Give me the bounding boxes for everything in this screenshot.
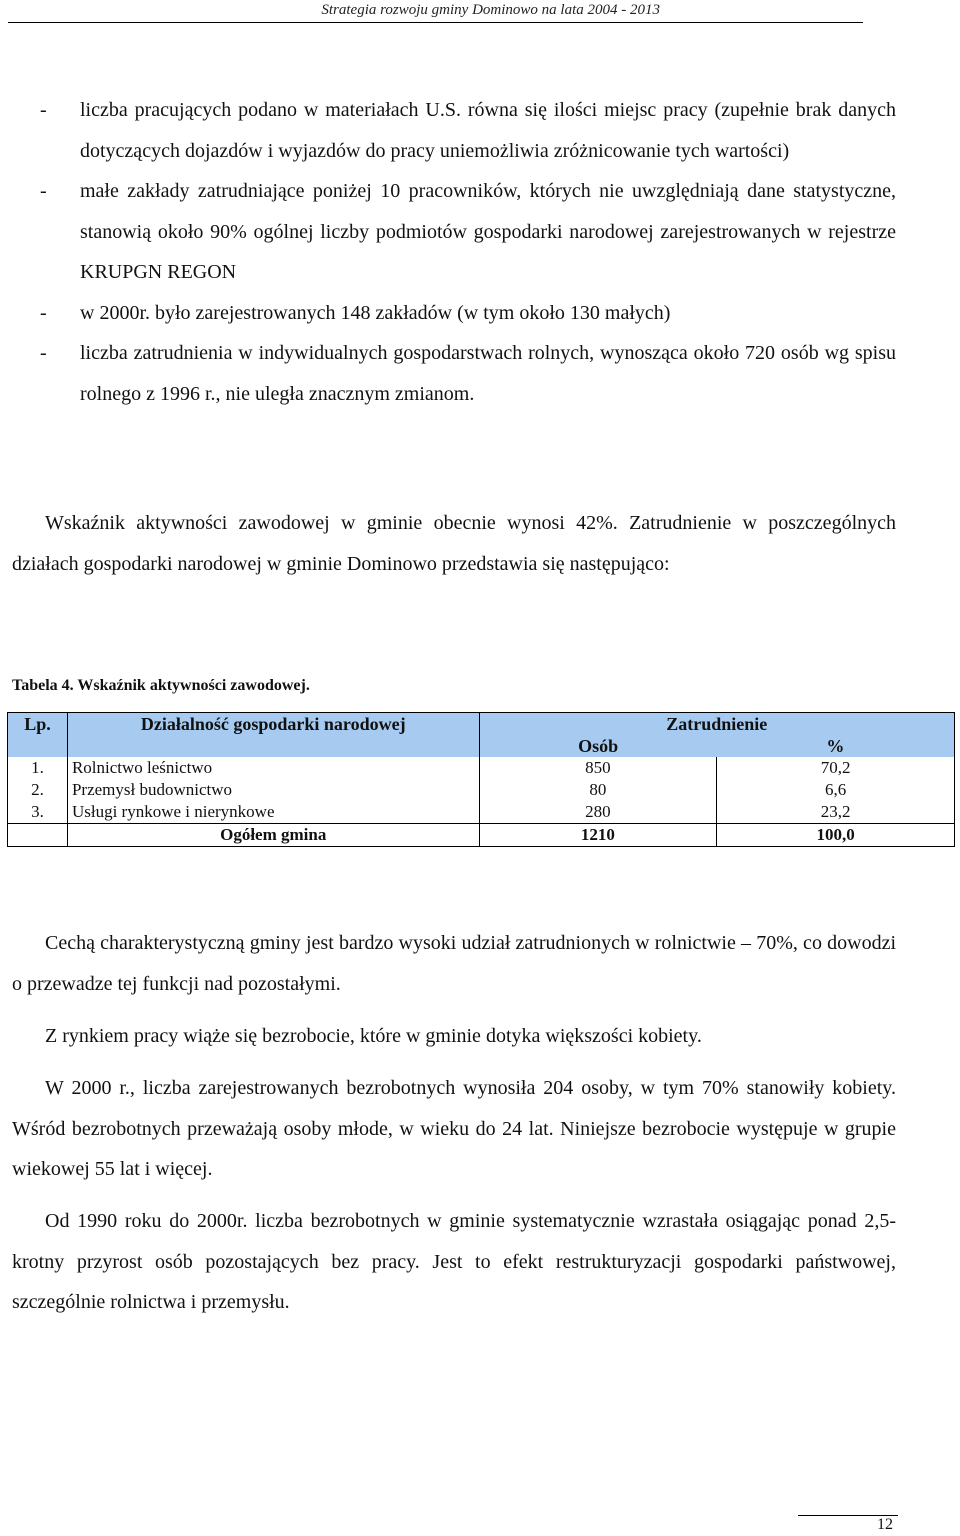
total-label: Ogółem gmina	[67, 824, 479, 847]
row-lp: 1.	[8, 757, 68, 779]
bullet-text: małe zakłady zatrudniające poniżej 10 pracowników, których nie uwzględniają dane statystyczne, stanowią około 90% ogólnej liczby podmiotów gospodarki narodowej zarejestrowanych w rejestrze KRUPGN REGON	[80, 180, 896, 283]
header-persons: Osób	[479, 735, 717, 757]
total-lp-empty	[8, 824, 68, 847]
total-persons: 1210	[479, 824, 717, 847]
bullet-list	[0, 90, 960, 414]
bullet-item	[0, 293, 960, 334]
header-activity: Działalność gospodarki narodowej	[67, 713, 479, 736]
bullet-text: liczba zatrudnienia w indywidualnych gospodarstwach rolnych, wynosząca około 720 osób wg spisu rolnego z 1996 r., nie uległa znacznym zmianom.	[80, 342, 896, 405]
table-row	[8, 757, 955, 779]
paragraph-text: W 2000 r., liczba zarejestrowanych bezrobotnych wynosiła 204 osoby, w tym 70% stanowiły kobiety. Wśród bezrobotnych przeważają osoby młode, w wieku do 24 lat. Niniejsze bezrobocie występuje w grupie wiekowej 55 lat i więcej.	[12, 1077, 896, 1180]
running-header-title: Strategia rozwoju gminy Dominowo na lata 2004 - 2013	[321, 2, 660, 18]
header-percent: %	[717, 735, 955, 757]
bullet-text: liczba pracujących podano w materiałach U.S. równa się ilości miejsc pracy (zupełnie brak danych dotyczących dojazdów i wyjazdów do pracy uniemożliwia zróżnicowanie tych wartości)	[80, 99, 896, 162]
bullet-item	[0, 90, 960, 171]
table-row	[8, 801, 955, 824]
paragraph-text: Od 1990 roku do 2000r. liczba bezrobotnych w gminie systematycznie wzrastała osiągając ponad 2,5-krotny przyrost osób pozostających bez pracy. Jest to efekt restrukturyzacji gospodarki państwowej, szczególnie rolnictwa i przemysłu.	[12, 1210, 896, 1313]
header-activity-cont	[67, 735, 479, 757]
table-row	[8, 779, 955, 801]
total-percent: 100,0	[717, 824, 955, 847]
row-activity: Rolnictwo leśnictwo	[67, 757, 479, 779]
bullet-text: w 2000r. było zarejestrowanych 148 zakładów (w tym około 130 małych)	[80, 301, 671, 324]
table-header-row	[8, 713, 955, 736]
intro-paragraph	[12, 503, 896, 584]
header-lp: Lp.	[8, 713, 68, 736]
paragraph-unemployment-growth	[12, 1201, 896, 1323]
row-persons: 850	[479, 757, 717, 779]
paragraph-text: Z rynkiem pracy wiąże się bezrobocie, które w gminie dotyka większości kobiety.	[45, 1025, 702, 1047]
row-persons: 80	[479, 779, 717, 801]
bullet-item	[0, 333, 960, 414]
row-persons: 280	[479, 801, 717, 824]
row-lp: 3.	[8, 801, 68, 824]
row-percent: 6,6	[717, 779, 955, 801]
paragraph-agriculture	[12, 923, 896, 1004]
paragraph-text: Cechą charakterystyczną gminy jest bardzo wysoki udział zatrudnionych w rolnictwie – 70%, co dowodzi o przewadze tej funkcji nad pozostałymi.	[12, 932, 896, 995]
bullet-dash: -	[40, 342, 47, 364]
row-activity: Przemysł budownictwo	[67, 779, 479, 801]
bullet-dash: -	[40, 180, 47, 202]
paragraph-unemployment	[12, 1068, 896, 1190]
row-percent: 70,2	[717, 757, 955, 779]
table-subheader-row	[8, 735, 955, 757]
header-divider	[8, 22, 863, 23]
row-activity: Usługi rynkowe i nierynkowe	[67, 801, 479, 824]
table-total-row	[8, 824, 955, 847]
intro-paragraph-text: Wskaźnik aktywności zawodowej w gminie obecnie wynosi 42%. Zatrudnienie w poszczególnych działach gospodarki narodowej w gminie Dominowo przedstawia się następująco:	[12, 512, 896, 575]
employment-table	[7, 712, 955, 847]
bullet-dash: -	[40, 99, 47, 121]
row-lp: 2.	[8, 779, 68, 801]
header-lp-cont	[8, 735, 68, 757]
bullet-dash: -	[40, 301, 47, 324]
bullet-item	[0, 171, 960, 293]
row-percent: 23,2	[717, 801, 955, 824]
page-number: 12	[877, 1516, 893, 1533]
header-employment: Zatrudnienie	[479, 713, 955, 736]
table-caption: Tabela 4. Wskaźnik aktywności zawodowej.	[12, 677, 310, 694]
paragraph-labour-market	[12, 1016, 896, 1057]
